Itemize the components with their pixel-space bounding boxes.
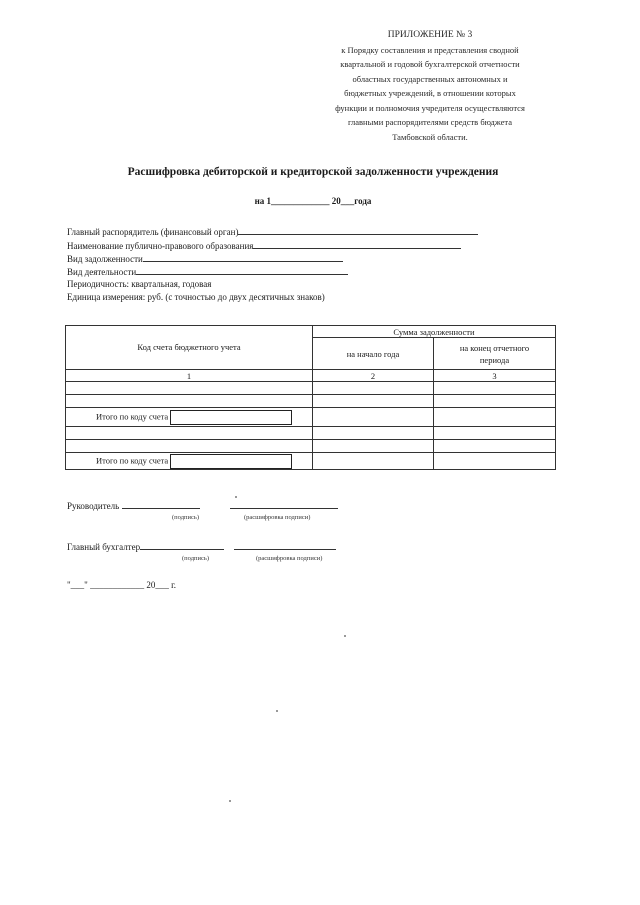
appendix-line: Тамбовской области. (392, 131, 468, 142)
field-label: Главный распорядитель (финансовый орган) (67, 227, 239, 237)
table-cell[interactable] (313, 427, 434, 440)
table-cell[interactable] (313, 395, 434, 408)
table-cell[interactable] (313, 382, 434, 395)
column-number: 2 (313, 370, 434, 382)
table-cell[interactable] (434, 382, 556, 395)
accountant-signature-row (67, 541, 336, 552)
appendix-line: к Порядку составления и представления сводной (341, 44, 519, 55)
field-label: Вид задолженности (67, 254, 143, 264)
column-number: 1 (66, 370, 313, 382)
document-title: Расшифровка дебиторской и кредиторской задолженности учреждения (127, 166, 499, 178)
table-cell[interactable] (66, 427, 313, 440)
accountant-signature-line[interactable] (140, 541, 224, 550)
field-debt-type (67, 253, 343, 264)
header-start-of-year: на начало года (313, 338, 434, 370)
accountant-decode-caption: (расшифровка подписи) (256, 555, 323, 562)
subtotal-row-label: Итого по коду счета (66, 453, 313, 470)
header-end-of-period: на конец отчетного периода (434, 338, 556, 370)
table-cell[interactable] (313, 453, 434, 470)
field-unit: Единица измерения: руб. (с точностью до двух десятичных знаков) (67, 292, 325, 302)
appendix-line: главными распорядителями средств бюджета (347, 117, 513, 127)
head-decode-line[interactable] (230, 500, 338, 509)
head-decode-caption: (расшифровка подписи) (244, 514, 311, 521)
signature-date-line: "___" ____________ 20___ г. (67, 580, 177, 590)
accountant-decode-line[interactable] (234, 541, 336, 550)
account-code-box[interactable] (170, 454, 292, 469)
field-label: Вид деятельности (67, 267, 137, 277)
debt-table (65, 325, 556, 470)
head-signature-row (67, 500, 338, 511)
header-account-code: Код счета бюджетного учета (66, 326, 313, 370)
accountant-label: Главный бухгалтер (67, 542, 141, 552)
head-sign-caption: (подпись) (172, 514, 199, 521)
appendix-line: функции и полномочия учредителя осуществляются (335, 102, 525, 113)
fill-line[interactable] (143, 253, 343, 262)
scan-speck (276, 710, 278, 712)
head-signature-line[interactable] (122, 500, 200, 509)
table-cell[interactable] (66, 382, 313, 395)
report-date-line: на 1_____________ 20___года (254, 196, 372, 206)
account-code-box[interactable] (170, 410, 292, 425)
fill-line[interactable] (253, 240, 461, 249)
table-cell[interactable] (434, 408, 556, 427)
scan-speck (229, 800, 231, 802)
table-cell[interactable] (313, 408, 434, 427)
table-cell[interactable] (434, 440, 556, 453)
appendix-line: областных государственных автономных и (352, 73, 508, 84)
field-activity-type (67, 266, 348, 277)
subtotal-row-label: Итого по коду счета (66, 408, 313, 427)
appendix-line: квартальной и годовой бухгалтерской отчетности (340, 59, 520, 69)
fill-line[interactable] (238, 226, 478, 235)
scan-speck (235, 496, 237, 498)
table-cell[interactable] (434, 453, 556, 470)
field-periodicity: Периодичность: квартальная, годовая (67, 279, 212, 289)
table-cell[interactable] (66, 440, 313, 453)
accountant-sign-caption: (подпись) (182, 555, 209, 562)
head-label: Руководитель (67, 501, 120, 511)
scan-speck (344, 635, 346, 637)
appendix-block (300, 28, 560, 144)
fill-line[interactable] (136, 266, 348, 275)
header-debt-sum: Сумма задолженности (313, 326, 556, 338)
table-cell[interactable] (66, 395, 313, 408)
table-cell[interactable] (434, 427, 556, 440)
appendix-heading: ПРИЛОЖЕНИЕ № 3 (387, 30, 473, 40)
appendix-line: бюджетных учреждений, в отношении которых (344, 88, 516, 98)
field-public-entity (67, 240, 461, 251)
field-chief-manager (67, 226, 478, 237)
table-cell[interactable] (313, 440, 434, 453)
field-label: Наименование публично-правового образования (67, 241, 254, 251)
table-cell[interactable] (434, 395, 556, 408)
column-number: 3 (434, 370, 556, 382)
